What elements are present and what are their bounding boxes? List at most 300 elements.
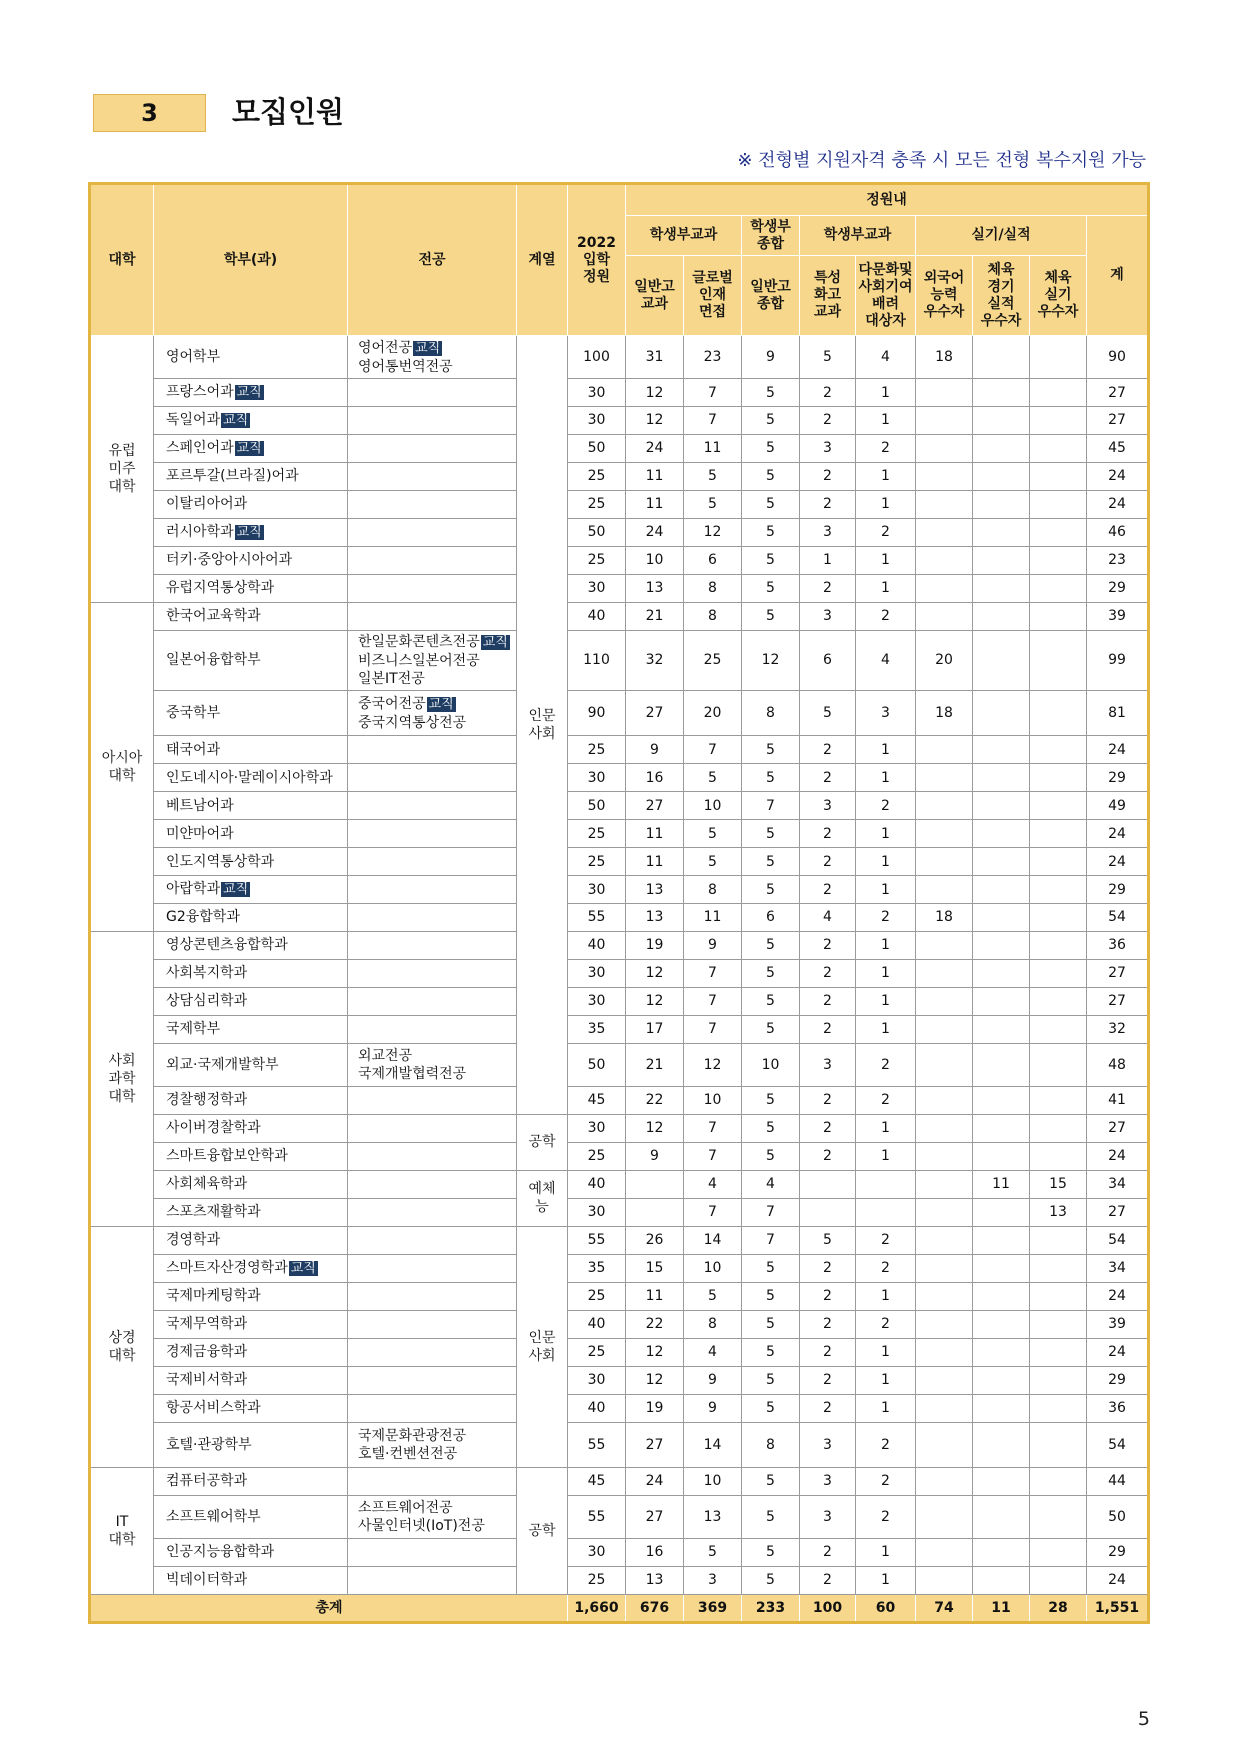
value-cell: 12 <box>626 379 684 407</box>
dept-cell <box>154 820 348 848</box>
value-cell <box>973 987 1030 1015</box>
value-cell: 26 <box>626 1226 684 1254</box>
dept-cell <box>154 1282 348 1310</box>
value-cell: 1 <box>856 1338 916 1366</box>
value-cell: 2 <box>800 876 856 904</box>
value-cell: 17 <box>626 1015 684 1043</box>
value-cell: 34 <box>1087 1254 1149 1282</box>
major-cell <box>348 876 517 904</box>
major-cell <box>348 1142 517 1170</box>
value-cell <box>916 931 973 959</box>
value-cell: 18 <box>916 691 973 736</box>
value-cell: 25 <box>568 1142 626 1170</box>
major-name: 일본IT전공 <box>358 670 425 687</box>
value-cell: 12 <box>626 1338 684 1366</box>
value-cell <box>973 630 1030 690</box>
value-cell <box>973 490 1030 518</box>
value-cell: 5 <box>742 1114 800 1142</box>
value-cell <box>1030 518 1087 546</box>
dept-cell <box>154 987 348 1015</box>
value-cell: 9 <box>742 336 800 379</box>
value-cell <box>916 1015 973 1043</box>
value-cell: 2 <box>800 1538 856 1566</box>
value-cell: 4 <box>856 630 916 690</box>
value-cell <box>916 1282 973 1310</box>
dept-name: 상담심리학과 <box>166 993 248 1010</box>
field-cell: 예체 능 <box>517 1170 568 1226</box>
value-cell: 5 <box>684 820 742 848</box>
dept-name: 외교·국제개발학부 <box>166 1056 279 1073</box>
dept-name: 스마트자산경영학과 <box>166 1259 288 1276</box>
dept-name: 포르투갈(브라질)어과 <box>166 468 299 485</box>
major-cell <box>348 1538 517 1566</box>
major-cell <box>348 736 517 764</box>
value-cell: 22 <box>626 1086 684 1114</box>
value-cell: 4 <box>856 336 916 379</box>
value-cell <box>1030 1226 1087 1254</box>
total-row <box>90 1594 1149 1622</box>
dept-cell <box>154 490 348 518</box>
value-cell <box>916 987 973 1015</box>
value-cell: 13 <box>626 1566 684 1594</box>
dept-cell <box>154 1422 348 1467</box>
value-cell: 4 <box>684 1338 742 1366</box>
value-cell: 55 <box>568 1495 626 1538</box>
value-cell: 12 <box>626 1366 684 1394</box>
value-cell: 55 <box>568 1226 626 1254</box>
value-cell: 1 <box>856 1394 916 1422</box>
value-cell <box>916 1495 973 1538</box>
value-cell: 27 <box>1087 1198 1149 1226</box>
major-cell <box>348 1198 517 1226</box>
value-cell: 39 <box>1087 1310 1149 1338</box>
value-cell <box>916 1142 973 1170</box>
value-cell: 30 <box>568 1198 626 1226</box>
value-cell <box>1030 1282 1087 1310</box>
value-cell <box>1030 736 1087 764</box>
value-cell: 14 <box>684 1422 742 1467</box>
value-cell <box>973 1566 1030 1594</box>
dept-name: 영상콘텐츠융합학과 <box>166 937 288 954</box>
value-cell <box>973 820 1030 848</box>
value-cell: 7 <box>684 1142 742 1170</box>
value-cell: 7 <box>684 959 742 987</box>
table-row <box>90 462 1149 490</box>
value-cell: 45 <box>568 1086 626 1114</box>
table-row <box>90 792 1149 820</box>
value-cell: 7 <box>684 407 742 435</box>
value-cell <box>916 462 973 490</box>
value-cell <box>916 820 973 848</box>
value-cell: 25 <box>568 848 626 876</box>
value-cell: 50 <box>1087 1495 1149 1538</box>
value-cell: 5 <box>742 462 800 490</box>
dept-name: 국제무역학과 <box>166 1316 248 1333</box>
value-cell: 1 <box>856 379 916 407</box>
value-cell <box>973 1043 1030 1086</box>
value-cell: 1 <box>856 1142 916 1170</box>
dept-cell <box>154 764 348 792</box>
value-cell: 2 <box>856 1043 916 1086</box>
dept-name: 사회복지학과 <box>166 965 248 982</box>
value-cell: 5 <box>684 1282 742 1310</box>
value-cell: 5 <box>742 1086 800 1114</box>
value-cell <box>1030 820 1087 848</box>
value-cell: 27 <box>1087 407 1149 435</box>
value-cell <box>1030 876 1087 904</box>
value-cell: 1 <box>856 1015 916 1043</box>
table-row <box>90 1394 1149 1422</box>
value-cell <box>973 1086 1030 1114</box>
value-cell: 27 <box>1087 959 1149 987</box>
field-cell: 공학 <box>517 1467 568 1594</box>
value-cell: 1 <box>800 546 856 574</box>
value-cell: 16 <box>626 1538 684 1566</box>
value-cell: 5 <box>800 336 856 379</box>
value-cell: 5 <box>742 876 800 904</box>
value-cell: 24 <box>626 518 684 546</box>
value-cell: 16 <box>626 764 684 792</box>
value-cell <box>1030 764 1087 792</box>
major-cell <box>348 1394 517 1422</box>
value-cell: 4 <box>742 1170 800 1198</box>
teacher-course-badge: 교직 <box>415 340 441 356</box>
value-cell: 40 <box>568 1394 626 1422</box>
major-cell <box>348 336 517 379</box>
dept-name: 베트남어과 <box>166 797 234 814</box>
value-cell: 40 <box>568 602 626 630</box>
header-total: 계 <box>1087 216 1149 336</box>
value-cell <box>626 1170 684 1198</box>
major-cell <box>348 1114 517 1142</box>
value-cell <box>1030 1338 1087 1366</box>
total-label: 총계 <box>90 1594 568 1622</box>
value-cell <box>916 1254 973 1282</box>
value-cell <box>916 518 973 546</box>
value-cell: 7 <box>684 1114 742 1142</box>
value-cell <box>916 1422 973 1467</box>
value-cell: 8 <box>684 876 742 904</box>
major-cell <box>348 518 517 546</box>
dept-name: 경영학과 <box>166 1232 221 1249</box>
value-cell: 27 <box>626 1422 684 1467</box>
dept-name: 빅데이터학과 <box>166 1572 248 1589</box>
dept-cell <box>154 1114 348 1142</box>
value-cell: 1 <box>856 820 916 848</box>
value-cell <box>973 546 1030 574</box>
major-name: 중국지역통상전공 <box>358 714 467 731</box>
notice-text: ※ 전형별 지원자격 충족 시 모든 전형 복수지원 가능 <box>737 150 1146 171</box>
dept-cell <box>154 1538 348 1566</box>
value-cell: 5 <box>684 1538 742 1566</box>
value-cell: 11 <box>626 1282 684 1310</box>
dept-name: 이탈리아어과 <box>166 496 248 513</box>
value-cell: 99 <box>1087 630 1149 690</box>
dept-cell <box>154 574 348 602</box>
value-cell <box>1030 1394 1087 1422</box>
dept-cell <box>154 1566 348 1594</box>
teacher-course-badge: 교직 <box>290 1260 316 1276</box>
value-cell: 36 <box>1087 931 1149 959</box>
value-cell: 40 <box>568 931 626 959</box>
major-name: 영어통번역전공 <box>358 358 453 375</box>
total-value-cell: 233 <box>742 1594 800 1622</box>
value-cell: 54 <box>1087 1422 1149 1467</box>
value-cell <box>973 1366 1030 1394</box>
value-cell: 5 <box>742 1366 800 1394</box>
value-cell: 19 <box>626 931 684 959</box>
major-cell <box>348 1422 517 1467</box>
value-cell: 2 <box>856 602 916 630</box>
major-cell <box>348 1226 517 1254</box>
value-cell: 24 <box>1087 462 1149 490</box>
value-cell: 6 <box>800 630 856 690</box>
value-cell: 15 <box>626 1254 684 1282</box>
value-cell <box>1030 1142 1087 1170</box>
value-cell <box>1030 1467 1087 1495</box>
value-cell: 12 <box>626 959 684 987</box>
dept-cell <box>154 336 348 379</box>
value-cell: 2 <box>800 1566 856 1594</box>
value-cell: 5 <box>684 462 742 490</box>
value-cell: 7 <box>684 1015 742 1043</box>
dept-cell <box>154 959 348 987</box>
value-cell <box>973 764 1030 792</box>
table-row <box>90 1015 1149 1043</box>
major-cell <box>348 764 517 792</box>
total-value-cell: 100 <box>800 1594 856 1622</box>
value-cell <box>916 602 973 630</box>
value-cell: 1 <box>856 987 916 1015</box>
value-cell: 2 <box>800 462 856 490</box>
value-cell <box>1030 1566 1087 1594</box>
value-cell: 5 <box>742 407 800 435</box>
value-cell <box>1030 574 1087 602</box>
header-group-practical: 실기/실적 <box>916 216 1087 256</box>
header-group-student-record: 학생부교과 <box>626 216 742 256</box>
value-cell: 32 <box>1087 1015 1149 1043</box>
dept-name: 인도네시아·말레이시아학과 <box>166 769 333 786</box>
table-row <box>90 1198 1149 1226</box>
value-cell: 2 <box>800 848 856 876</box>
value-cell: 30 <box>568 764 626 792</box>
table-row <box>90 1086 1149 1114</box>
major-cell <box>348 490 517 518</box>
value-cell: 1 <box>856 764 916 792</box>
major-name: 비즈니스일본어전공 <box>358 652 480 669</box>
dept-cell <box>154 736 348 764</box>
value-cell <box>973 848 1030 876</box>
value-cell: 48 <box>1087 1043 1149 1086</box>
teacher-course-badge: 교직 <box>236 385 262 401</box>
value-cell: 1 <box>856 407 916 435</box>
value-cell: 11 <box>973 1170 1030 1198</box>
value-cell: 9 <box>626 736 684 764</box>
dept-cell <box>154 407 348 435</box>
value-cell: 12 <box>684 518 742 546</box>
dept-cell <box>154 1198 348 1226</box>
major-cell <box>348 379 517 407</box>
table-row <box>90 1170 1149 1198</box>
value-cell: 1 <box>856 574 916 602</box>
value-cell: 25 <box>568 1282 626 1310</box>
table-body <box>90 336 1149 1623</box>
table-row <box>90 1114 1149 1142</box>
value-cell: 30 <box>568 574 626 602</box>
value-cell: 5 <box>742 1282 800 1310</box>
value-cell <box>1030 407 1087 435</box>
value-cell <box>973 574 1030 602</box>
table-row <box>90 1495 1149 1538</box>
table-row <box>90 1142 1149 1170</box>
value-cell: 2 <box>800 1254 856 1282</box>
value-cell: 27 <box>626 691 684 736</box>
major-cell <box>348 1015 517 1043</box>
major-cell <box>348 630 517 690</box>
value-cell: 11 <box>626 848 684 876</box>
value-cell: 9 <box>684 931 742 959</box>
value-cell: 13 <box>626 876 684 904</box>
value-cell: 2 <box>800 574 856 602</box>
value-cell: 18 <box>916 904 973 932</box>
value-cell: 1 <box>856 1538 916 1566</box>
dept-cell <box>154 1170 348 1198</box>
value-cell: 25 <box>568 736 626 764</box>
major-cell <box>348 1467 517 1495</box>
major-cell <box>348 820 517 848</box>
value-cell: 7 <box>684 379 742 407</box>
header-major: 전공 <box>348 184 517 336</box>
value-cell: 24 <box>1087 736 1149 764</box>
value-cell: 10 <box>684 1086 742 1114</box>
value-cell: 8 <box>684 602 742 630</box>
table-row <box>90 1310 1149 1338</box>
value-cell: 110 <box>568 630 626 690</box>
dept-name: 항공서비스학과 <box>166 1400 261 1417</box>
value-cell: 2 <box>856 792 916 820</box>
value-cell: 2 <box>856 1310 916 1338</box>
value-cell <box>1030 1086 1087 1114</box>
dept-name: 일본어융합학부 <box>166 652 261 669</box>
value-cell: 10 <box>684 792 742 820</box>
header-college: 대학 <box>90 184 154 336</box>
value-cell: 5 <box>742 959 800 987</box>
teacher-course-badge: 교직 <box>428 696 454 712</box>
value-cell: 27 <box>626 1495 684 1538</box>
value-cell: 10 <box>742 1043 800 1086</box>
value-cell <box>916 736 973 764</box>
value-cell <box>973 691 1030 736</box>
table-row <box>90 602 1149 630</box>
major-cell <box>348 1170 517 1198</box>
table-row <box>90 1226 1149 1254</box>
value-cell: 9 <box>684 1366 742 1394</box>
value-cell: 3 <box>684 1566 742 1594</box>
value-cell: 90 <box>1087 336 1149 379</box>
value-cell <box>916 1366 973 1394</box>
total-value-cell: 369 <box>684 1594 742 1622</box>
value-cell <box>973 736 1030 764</box>
table-row <box>90 1467 1149 1495</box>
table-row <box>90 407 1149 435</box>
value-cell: 2 <box>856 1495 916 1538</box>
table-row <box>90 574 1149 602</box>
dept-name: 국제학부 <box>166 1021 221 1038</box>
value-cell: 13 <box>1030 1198 1087 1226</box>
dept-cell <box>154 630 348 690</box>
major-cell <box>348 691 517 736</box>
major-cell <box>348 1282 517 1310</box>
dept-name: 컴퓨터공학과 <box>166 1473 248 1490</box>
value-cell <box>916 1467 973 1495</box>
header-dept: 학부(과) <box>154 184 348 336</box>
value-cell: 54 <box>1087 1226 1149 1254</box>
dept-cell <box>154 848 348 876</box>
value-cell: 55 <box>568 1422 626 1467</box>
value-cell: 11 <box>684 904 742 932</box>
value-cell <box>916 792 973 820</box>
major-cell <box>348 1254 517 1282</box>
admission-quota-table <box>88 182 1150 1624</box>
value-cell: 3 <box>800 1495 856 1538</box>
value-cell <box>916 848 973 876</box>
value-cell <box>1030 1495 1087 1538</box>
value-cell: 30 <box>568 379 626 407</box>
value-cell: 21 <box>626 602 684 630</box>
value-cell: 5 <box>742 987 800 1015</box>
header-field: 계열 <box>517 184 568 336</box>
value-cell: 2 <box>800 1310 856 1338</box>
value-cell: 12 <box>626 1114 684 1142</box>
dept-name: 아랍학과 <box>166 881 221 898</box>
value-cell <box>1030 602 1087 630</box>
value-cell: 41 <box>1087 1086 1149 1114</box>
value-cell <box>1030 379 1087 407</box>
value-cell: 5 <box>742 764 800 792</box>
value-cell: 2 <box>800 1086 856 1114</box>
value-cell: 5 <box>742 1254 800 1282</box>
table-row <box>90 820 1149 848</box>
value-cell: 5 <box>742 736 800 764</box>
value-cell: 13 <box>626 574 684 602</box>
value-cell: 1 <box>856 490 916 518</box>
value-cell: 2 <box>800 736 856 764</box>
value-cell: 50 <box>568 1043 626 1086</box>
dept-name: 독일어과 <box>166 411 221 428</box>
value-cell <box>916 1566 973 1594</box>
value-cell: 5 <box>742 1338 800 1366</box>
dept-name: 중국학부 <box>166 705 221 722</box>
value-cell: 5 <box>742 931 800 959</box>
value-cell: 81 <box>1087 691 1149 736</box>
value-cell: 9 <box>626 1142 684 1170</box>
dept-cell <box>154 1394 348 1422</box>
value-cell <box>800 1198 856 1226</box>
major-name: 한일문화콘텐츠전공 <box>358 633 480 650</box>
value-cell: 90 <box>568 691 626 736</box>
value-cell: 7 <box>742 1198 800 1226</box>
total-value-cell: 60 <box>856 1594 916 1622</box>
value-cell: 22 <box>626 1310 684 1338</box>
table-row <box>90 1566 1149 1594</box>
teacher-course-badge: 교직 <box>223 882 249 898</box>
value-cell <box>916 574 973 602</box>
value-cell: 50 <box>568 434 626 462</box>
value-cell <box>973 1394 1030 1422</box>
value-cell <box>1030 987 1087 1015</box>
value-cell <box>1030 546 1087 574</box>
value-cell: 2 <box>800 1015 856 1043</box>
